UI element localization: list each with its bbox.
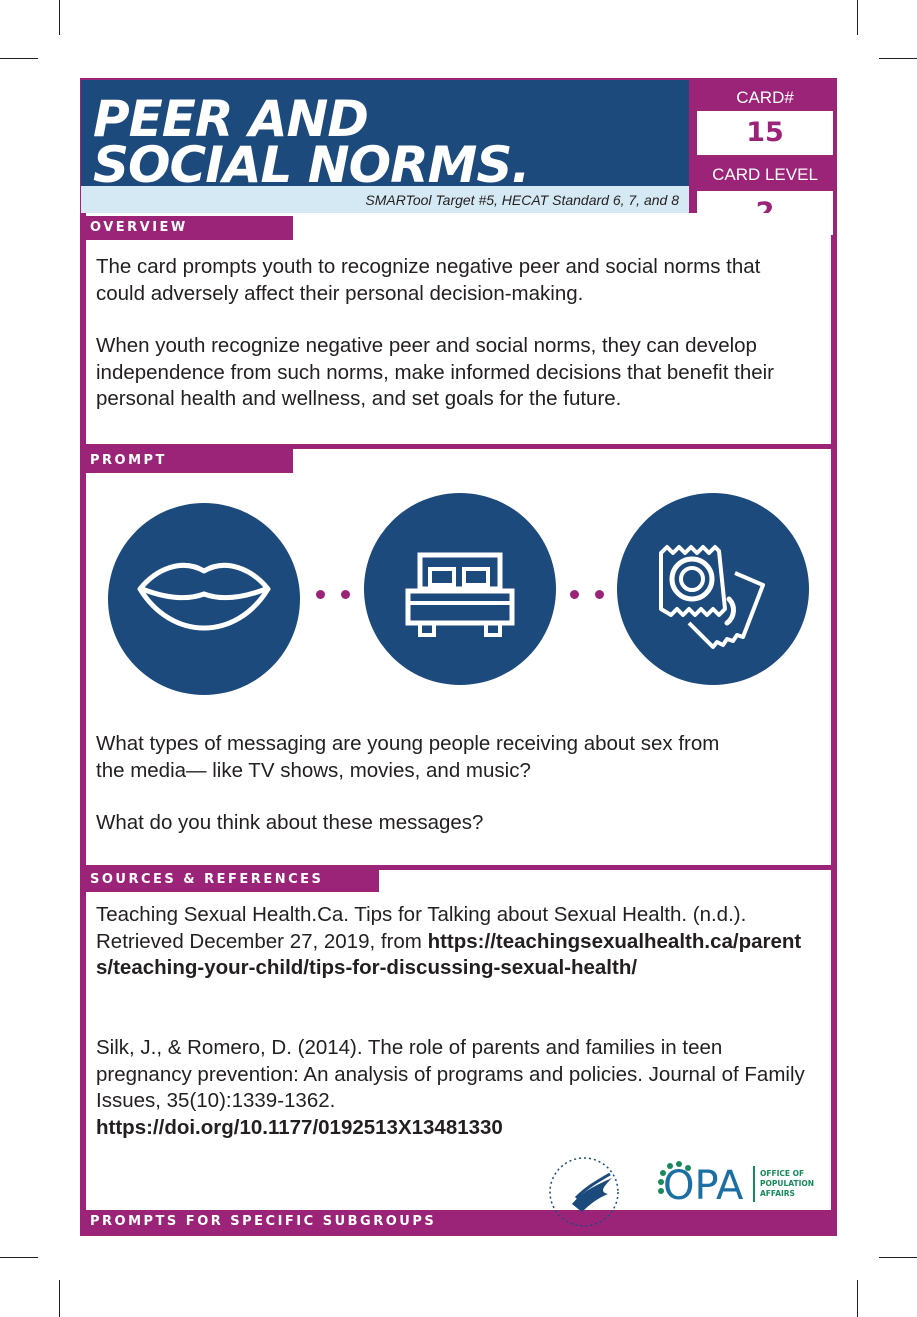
overview-paragraph: When youth recognize negative peer and social norms, they can develop independence from such norms, make informed decisions that benefit their personal health and wellness, and set goals for the future. [96, 334, 775, 410]
reference-1 [96, 902, 816, 982]
overview-text [96, 254, 801, 413]
condom-icon [617, 493, 809, 685]
reference-link[interactable]: https://teachingsexualhealth.ca/parents/teaching-your-child/tips-for-discussing-sexual-health/ [96, 929, 802, 979]
card-number-label: CARD# [736, 88, 794, 107]
title-block [81, 80, 689, 186]
reference-2 [96, 1035, 821, 1141]
crop-mark [0, 58, 38, 59]
card-level-label: CARD LEVEL [712, 165, 818, 184]
crop-mark [59, 0, 60, 35]
opa-logo: OPA [663, 1163, 744, 1209]
bed-icon [364, 493, 556, 685]
card-subtitle: SMARTool Target #5, HECAT Standard 6, 7, and 8 [365, 192, 679, 208]
reference-text: Silk, J., & Romero, D. (2014). The role of parents and families in teen pregnancy prevention: An analysis of programs and policies. Journal of Family Issues, 35(10):1339-1362. [96, 1036, 805, 1112]
reference-link[interactable]: https://doi.org/10.1177/0192513X13481330 [96, 1115, 503, 1139]
reference-text: Teaching Sexual Health.Ca. Tips for Talking about Sexual Health. (n.d.). Retrieved December 27, 2019, from [96, 903, 747, 953]
lips-circle [108, 503, 300, 695]
connector-dot [570, 590, 579, 599]
connector-dot [595, 590, 604, 599]
sources-label: SOURCES & REFERENCES [81, 868, 379, 892]
crop-mark [857, 0, 858, 35]
prompt-question: What types of messaging are young people receiving about sex from the media— like TV shows, movies, and music? [96, 732, 720, 782]
crop-mark [0, 1257, 38, 1258]
crop-mark [857, 1280, 858, 1317]
connector-dot [316, 590, 325, 599]
prompt-label: PROMPT [81, 449, 293, 473]
prompt-text [96, 731, 776, 837]
crop-mark [879, 58, 917, 59]
hhs-logo [542, 1152, 632, 1232]
crop-mark [59, 1280, 60, 1317]
overview-paragraph: The card prompts youth to recognize negative peer and social norms that could adversely affect their personal decision-making. [96, 255, 761, 305]
card-title: PEER AND SOCIAL NORMS. [93, 90, 530, 186]
lips-icon [108, 503, 300, 695]
connector-dot [341, 590, 350, 599]
overview-label: OVERVIEW [81, 216, 293, 240]
card-number: 15 [697, 111, 833, 155]
condom-circle [617, 493, 809, 685]
opa-divider [753, 1166, 755, 1202]
subgroups-label: PROMPTS FOR SPECIFIC SUBGROUPS [81, 1210, 510, 1234]
subtitle-strip [81, 186, 689, 213]
bed-circle [364, 493, 556, 685]
prompt-question: What do you think about these messages? [96, 811, 484, 834]
opa-name: OFFICE OF POPULATION AFFAIRS [760, 1169, 815, 1198]
crop-mark [879, 1257, 917, 1258]
